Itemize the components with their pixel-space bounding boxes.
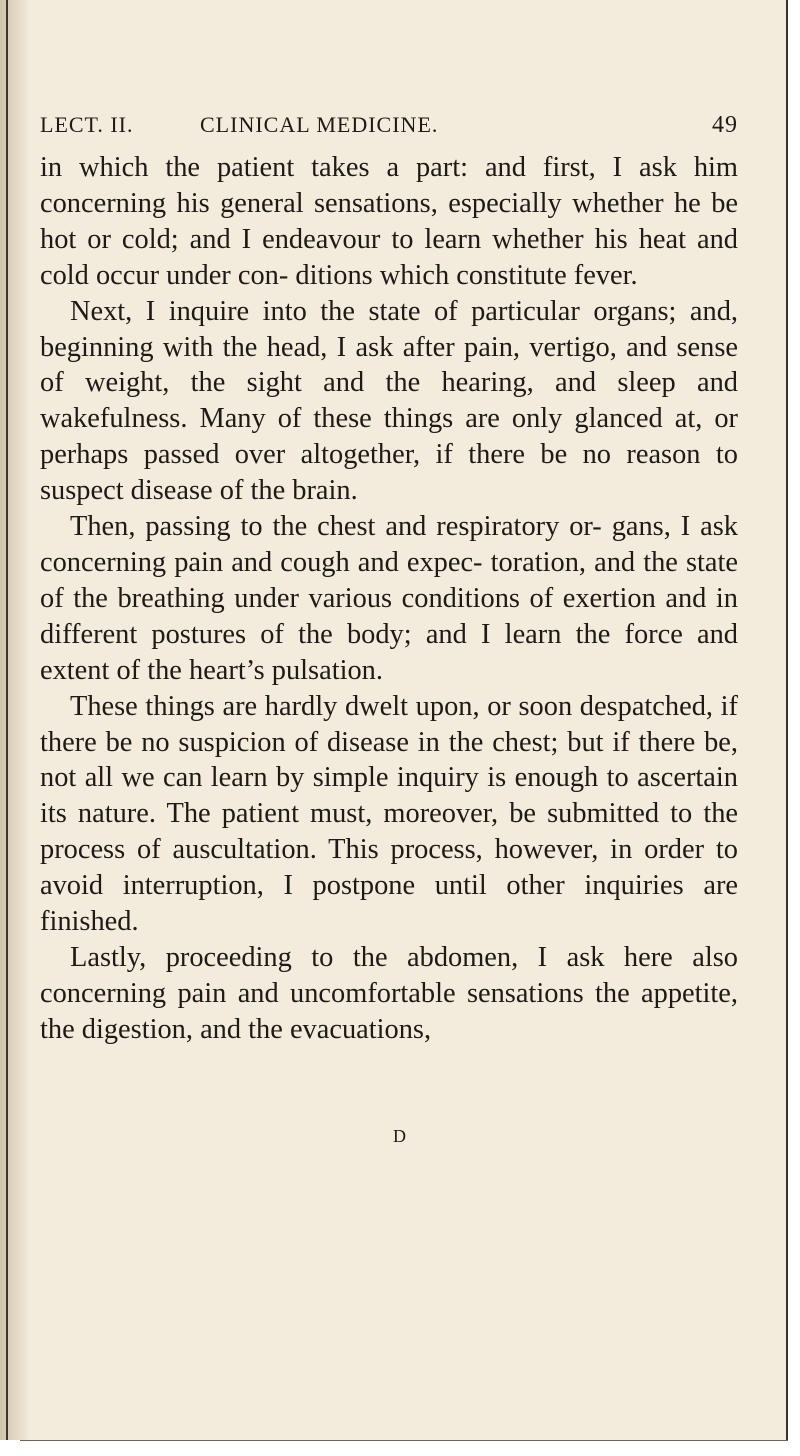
paragraph-4: These things are hardly dwelt upon, or soon despatched, if there be no suspicion of disease in the chest; but if there be, not all we can learn by simple inquiry is enough to ascertain its nature. The patient must, moreover, be submitted to the process of auscultation. This process, however, in order to avoid interruption, I postpone until other inquiries are finished. [40, 690, 738, 938]
lecture-label: LECT. II. [40, 112, 134, 137]
running-title: CLINICAL MEDICINE. [200, 112, 439, 137]
signature-mark: D [393, 1126, 407, 1146]
paragraph-1: in which the patient takes a part: and first, I ask him concerning his general sensations, especially whether he be hot or cold; and I endeavour to learn whether his heat and cold occur under con- ditions which constitute fever. [40, 152, 738, 291]
paragraph-5: Lastly, proceeding to the abdomen, I ask here also concerning pain and uncomfortable sensations the appetite, the digestion, and the evacuations, [40, 941, 738, 1045]
bottom-margin [0, 1440, 800, 1456]
left-page-edge [6, 0, 8, 1456]
paragraph-3: Then, passing to the chest and respiratory or- gans, I ask concerning pain and cough and expec- toration, and the state of the breathing under various conditions of exertion and in different postures of the body; and I learn the force and extent of the heart’s pulsation. [40, 511, 738, 686]
page-number: 49 [712, 112, 738, 138]
right-page-edge [786, 0, 788, 1456]
bottom-page-edge [20, 1440, 788, 1441]
running-header [40, 112, 738, 142]
spine-shadow [0, 0, 30, 1456]
right-margin [786, 0, 800, 1456]
body-text [40, 150, 738, 1048]
paragraph-2: Next, I inquire into the state of particular organs; and, beginning with the head, I ask after pain, vertigo, and sense of weight, the sight and the hearing, and sleep and wakefulness. Many of these things are only glanced at, or perhaps passed over altogether, if there be no reason to suspect disease of the brain. [40, 295, 738, 507]
